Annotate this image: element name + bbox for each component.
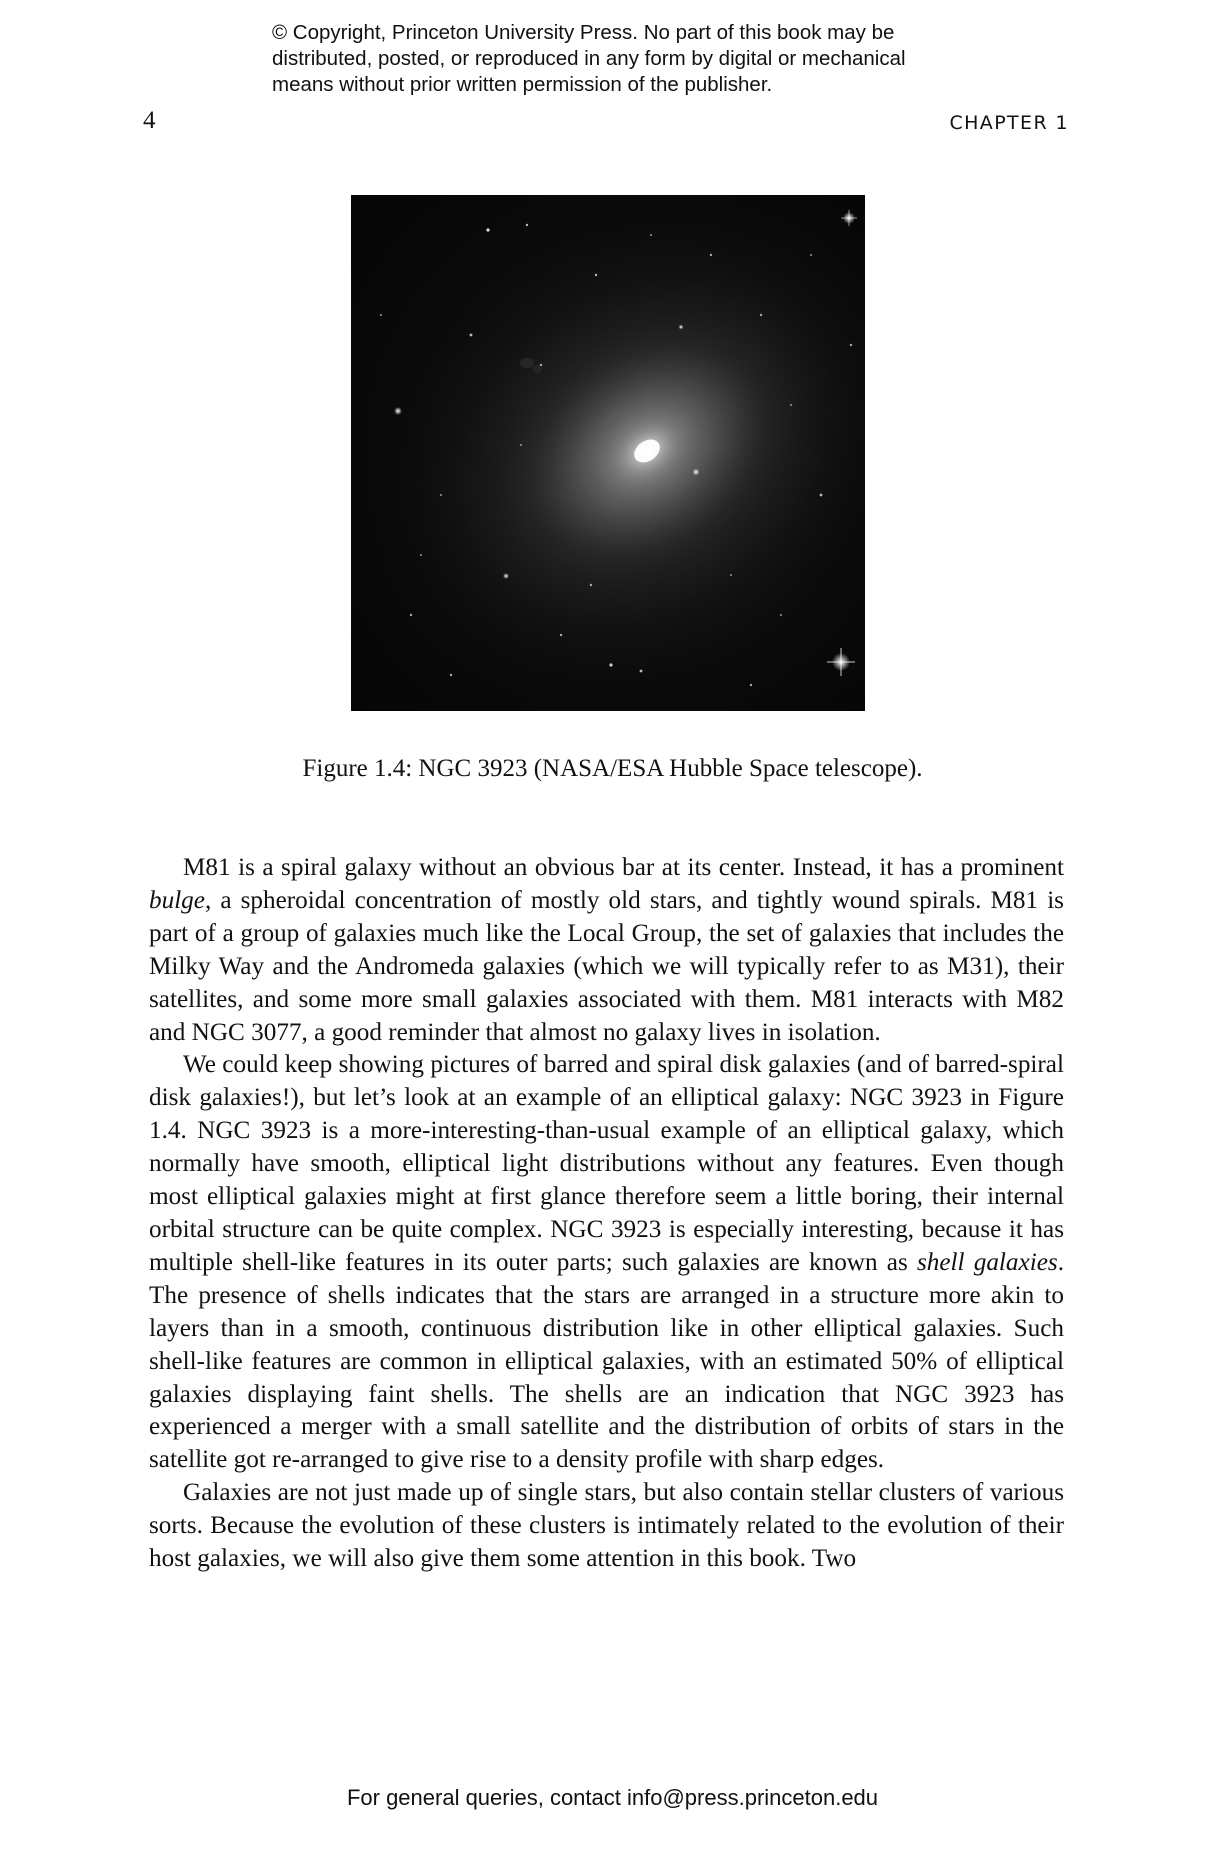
- galaxy-image: [351, 195, 865, 711]
- paragraph-text: , a spheroidal concentration of mostly old stars, and tightly wound spirals. M81 is part of a group of galaxies much like the Local Group, the set of galaxies that includes the Milky Way and the Andromeda galaxies (which we will typically refer to as M31), their satellites, and some more small galaxies associated with them. M81 interacts with M82 and NGC 3077, a good reminder that almost no galaxy lives in isolation.: [149, 886, 1064, 1046]
- copyright-line: distributed, posted, or reproduced in any form by digital or mechanical: [272, 47, 906, 70]
- page-number: 4: [143, 107, 156, 134]
- paragraph-text: M81 is a spiral galaxy without an obvious bar at its center. Instead, it has a prominent: [183, 854, 1064, 881]
- paragraph: [149, 852, 1064, 1049]
- paragraph-text: We could keep showing pictures of barred and spiral disk galaxies (and of barred-spiral disk galaxies!), but let’s look at an example of an elliptical galaxy: NGC 3923 in Figure 1.4. NGC 3923 is a more-interesting-than-usual example of an elliptical galaxy, which normally have smooth, elliptical light distributions without any features. Even though most elliptical galaxies might at first glance therefore seem a little boring, their internal orbital structure can be quite complex. NGC 3923 is especially interesting, because it has multiple shell-like features in its outer parts; such galaxies are known as: [149, 1051, 1064, 1276]
- italic-term: shell galaxies: [916, 1248, 1058, 1276]
- italic-term: bulge: [149, 886, 205, 914]
- copyright-line: © Copyright, Princeton University Press. No part of this book may be: [272, 21, 895, 44]
- copyright-line: means without prior written permission of the publisher.: [272, 73, 773, 96]
- paragraph-text: . The presence of shells indicates that the stars are arranged in a structure more akin to layers than in a smooth, continuous distribution like in other elliptical galaxies. Such shell-like features are common in elliptical galaxies, with an estimated 50% of elliptical galaxies displaying faint shells. The shells are an indication that NGC 3923 has experienced a merger with a small satellite and the distribution of orbits of stars in the satellite got re-arranged to give rise to a density profile with sharp edges.: [149, 1248, 1064, 1474]
- running-head: CHAPTER 1: [949, 112, 1069, 134]
- paragraph: [149, 1049, 1064, 1477]
- paragraph-text: Galaxies are not just made up of single stars, but also contain stellar clusters of various sorts. Because the evolution of these clusters is intimately related to the evolution of their host galaxies, we will also give them some attention in this book. Two: [149, 1479, 1064, 1573]
- footer-contact: For general queries, contact info@press.princeton.edu: [346, 1785, 879, 1810]
- galaxy-illustration: [351, 195, 865, 711]
- figure-caption: Figure 1.4: NGC 3923 (NASA/ESA Hubble Space telescope).: [302, 755, 923, 782]
- body-text: [149, 852, 1064, 1576]
- paragraph: [149, 1477, 1064, 1576]
- copyright-notice: [272, 20, 992, 98]
